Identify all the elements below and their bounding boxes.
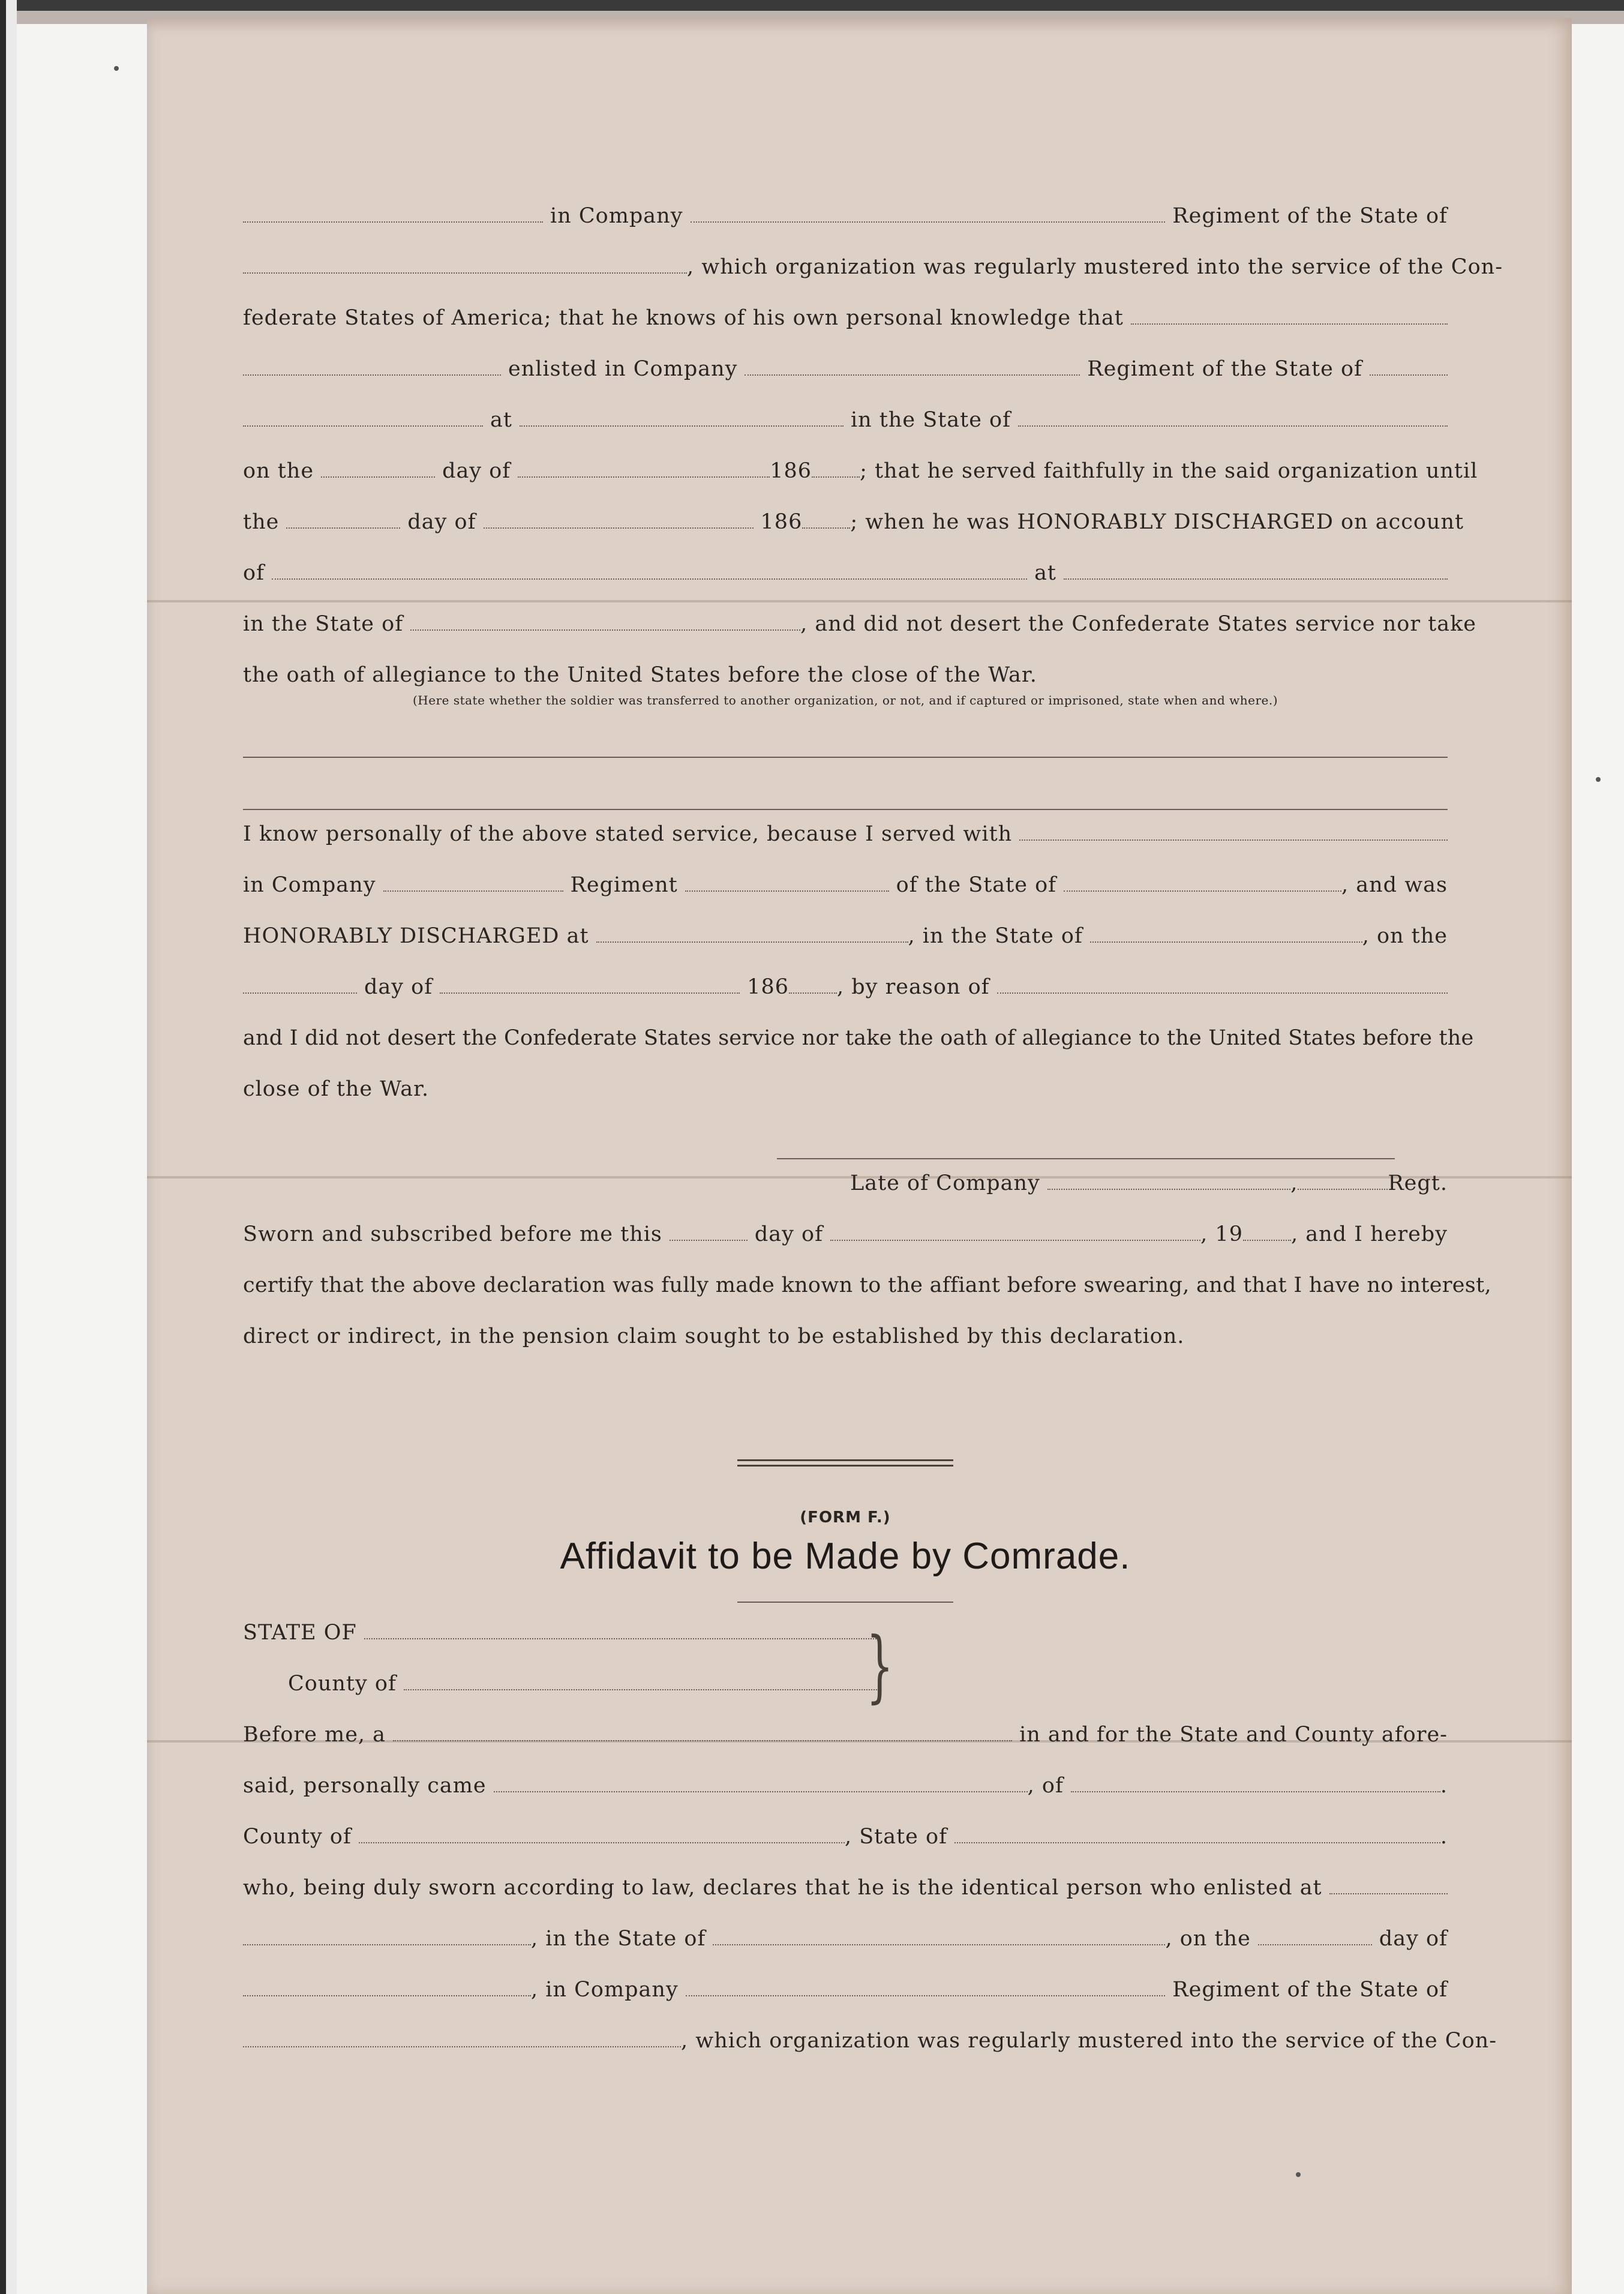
blank-field[interactable] (713, 1944, 1165, 1945)
line-text: , in the State of (908, 924, 1083, 948)
form-line (243, 1273, 1491, 1324)
blank-field[interactable] (830, 1239, 1200, 1241)
line-text: in the State of (243, 612, 404, 636)
form-line (243, 1876, 1448, 1927)
line-text: enlisted in Company (508, 357, 738, 381)
form-line (243, 975, 1448, 1026)
form-line (243, 561, 1448, 612)
form-line (243, 2029, 1497, 2080)
blank-field[interactable] (1047, 1188, 1290, 1190)
blank-field[interactable] (286, 527, 400, 529)
blank-field[interactable] (997, 992, 1448, 994)
blank-field[interactable] (272, 578, 1027, 580)
line-text: and I did not desert the Confederate States service nor take the oath of allegiance to the United States before the (243, 1026, 1474, 1050)
form-line (243, 1621, 879, 1672)
blank-field[interactable] (812, 476, 860, 478)
line-text: day of (754, 1222, 824, 1246)
line-text: County of (288, 1672, 397, 1696)
form-line (243, 612, 1477, 663)
blank-field[interactable] (1064, 890, 1341, 892)
form-line (243, 1774, 1448, 1825)
title-underline (737, 1602, 953, 1603)
blank-field[interactable] (1131, 323, 1448, 325)
form-line (243, 1723, 1448, 1774)
form-line (243, 510, 1464, 561)
line-text: Regiment of the State of (1172, 204, 1448, 228)
line-text: of (243, 561, 265, 585)
line-text: the (243, 510, 280, 534)
line-text: 186 (770, 459, 812, 483)
blank-field[interactable] (243, 1995, 531, 1996)
form-line (243, 873, 1448, 924)
blank-field[interactable] (243, 425, 483, 427)
form-label: (FORM F.) (800, 1509, 891, 1527)
blank-full-line[interactable] (243, 719, 1448, 758)
line-text: at (490, 408, 512, 432)
blank-field[interactable] (1019, 839, 1448, 841)
line-text: , in Company (531, 1978, 679, 2002)
line-text: day of (1379, 1927, 1448, 1951)
line-text: in Company (550, 204, 683, 228)
blank-field[interactable] (802, 527, 850, 529)
blank-field[interactable] (383, 890, 563, 892)
line-text: , which organization was regularly mustered into the service of the Con- (681, 2029, 1497, 2053)
signature-line[interactable] (777, 1152, 1395, 1159)
line-text: of the State of (896, 873, 1057, 897)
line-text: Sworn and subscribed before me this (243, 1222, 662, 1246)
form-line (243, 306, 1448, 357)
blank-field[interactable] (494, 1791, 1028, 1792)
line-text: day of (407, 510, 476, 534)
line-text: . (1440, 1774, 1448, 1798)
line-text: , (1290, 1171, 1298, 1195)
form-line (243, 1825, 1448, 1876)
line-text: at (1034, 561, 1056, 585)
speck (1296, 2172, 1301, 2177)
blank-field[interactable] (518, 476, 770, 478)
blank-field[interactable] (691, 221, 1166, 223)
blank-field[interactable] (243, 374, 501, 376)
blank-field[interactable] (686, 1995, 1166, 1996)
blank-field[interactable] (789, 992, 837, 994)
brace-mark: } (866, 1620, 894, 1711)
blank-field[interactable] (520, 425, 843, 427)
blank-field[interactable] (596, 941, 908, 943)
form-line (243, 924, 1448, 975)
line-text: HONORABLY DISCHARGED at (243, 924, 589, 948)
line-text: ; when he was HONORABLY DISCHARGED on account (850, 510, 1464, 534)
line-text: Regt. (1388, 1171, 1448, 1195)
form-line (243, 822, 1448, 873)
blank-field[interactable] (1090, 941, 1362, 943)
form-line (243, 1672, 879, 1723)
document-body (243, 204, 1503, 2080)
line-text: on the (243, 459, 314, 483)
blank-field[interactable] (410, 629, 800, 631)
blank-field[interactable] (1370, 374, 1448, 376)
blank-full-line[interactable] (243, 758, 1448, 810)
form-line (243, 459, 1478, 510)
blank-field[interactable] (393, 1740, 1012, 1741)
line-text: , and I hereby (1290, 1222, 1448, 1246)
line-text: , and did not desert the Confederate States service nor take (800, 612, 1477, 636)
line-text: , on the (1165, 1927, 1251, 1951)
form-line (243, 1978, 1448, 2029)
blank-field[interactable] (1243, 1239, 1291, 1241)
line-text: , in the State of (531, 1927, 706, 1951)
line-text: I know personally of the above stated service, because I served with (243, 822, 1013, 846)
line-text: day of (364, 975, 433, 999)
line-text: Before me, a (243, 1723, 386, 1747)
form-line (243, 1026, 1474, 1077)
line-text: , and was (1341, 873, 1448, 897)
line-text: STATE OF (243, 1621, 357, 1645)
line-text: , 19 (1200, 1222, 1243, 1246)
blank-field[interactable] (243, 1944, 531, 1945)
line-text: certify that the above declaration was fully made known to the affiant before swearing, and that I have no interest, (243, 1273, 1491, 1297)
line-text: 186 (760, 510, 803, 534)
line-text: ; that he served faithfully in the said organization until (860, 459, 1478, 483)
line-text: in and for the State and County afore- (1019, 1723, 1448, 1747)
line-text: . (1440, 1825, 1448, 1849)
form-line (243, 1324, 1448, 1375)
line-text: the oath of allegiance to the United States before the close of the War. (243, 663, 1037, 687)
form-line (243, 1077, 1448, 1128)
blank-field[interactable] (243, 992, 357, 994)
line-text: Late of Company (850, 1171, 1040, 1195)
speck (1596, 777, 1601, 782)
line-text: direct or indirect, in the pension claim sought to be established by this declaration. (243, 1324, 1185, 1348)
blank-field[interactable] (1018, 425, 1448, 427)
line-text: Regiment (570, 873, 678, 897)
line-text: 186 (747, 975, 790, 999)
blank-field[interactable] (685, 890, 889, 892)
form-line (243, 357, 1448, 408)
instruction-note: (Here state whether the soldier was transferred to another organization, or not, and if captured or imprisoned, state when and where.) (413, 693, 1278, 707)
line-text: County of (243, 1825, 352, 1849)
form-line (243, 408, 1448, 459)
scan-edge (0, 0, 17, 2294)
form-line (243, 255, 1503, 306)
blank-field[interactable] (1071, 1791, 1440, 1792)
form-line (243, 1222, 1448, 1273)
blank-field[interactable] (745, 374, 1080, 376)
blank-field[interactable] (243, 272, 687, 274)
blank-field[interactable] (1258, 1944, 1372, 1945)
line-text: in Company (243, 873, 376, 897)
line-text: , by reason of (837, 975, 990, 999)
section-divider (737, 1459, 953, 1467)
blank-field[interactable] (404, 1689, 879, 1690)
form-line (243, 1927, 1448, 1978)
line-text: , which organization was regularly mustered into the service of the Con- (687, 255, 1503, 279)
blank-field[interactable] (243, 2046, 681, 2047)
blank-field[interactable] (364, 1638, 879, 1639)
blank-field[interactable] (243, 221, 543, 223)
line-text: , of (1027, 1774, 1064, 1798)
line-text: Regiment of the State of (1172, 1978, 1448, 2002)
form-line (243, 204, 1448, 255)
line-text: , State of (844, 1825, 948, 1849)
form-title: Affidavit to be Made by Comrade. (560, 1536, 1131, 1577)
line-text: who, being duly sworn according to law, declares that he is the identical person who enlisted at (243, 1876, 1322, 1900)
line-text: said, personally came (243, 1774, 487, 1798)
blank-field[interactable] (1064, 578, 1448, 580)
blank-field[interactable] (484, 527, 754, 529)
blank-field[interactable] (954, 1842, 1440, 1843)
line-text: day of (442, 459, 511, 483)
line-text: close of the War. (243, 1077, 430, 1101)
form-line (243, 1171, 1448, 1222)
line-text: Regiment of the State of (1087, 357, 1362, 381)
line-text: federate States of America; that he knows of his own personal knowledge that (243, 306, 1124, 330)
blank-field[interactable] (321, 476, 435, 478)
line-text: in the State of (850, 408, 1011, 432)
line-text: , on the (1362, 924, 1448, 948)
venue-block (243, 1620, 894, 1723)
blank-field[interactable] (440, 992, 740, 994)
blank-field[interactable] (670, 1239, 748, 1241)
blank-field[interactable] (1329, 1893, 1448, 1894)
blank-field[interactable] (359, 1842, 845, 1843)
blank-field[interactable] (1298, 1188, 1388, 1190)
speck (114, 66, 119, 71)
